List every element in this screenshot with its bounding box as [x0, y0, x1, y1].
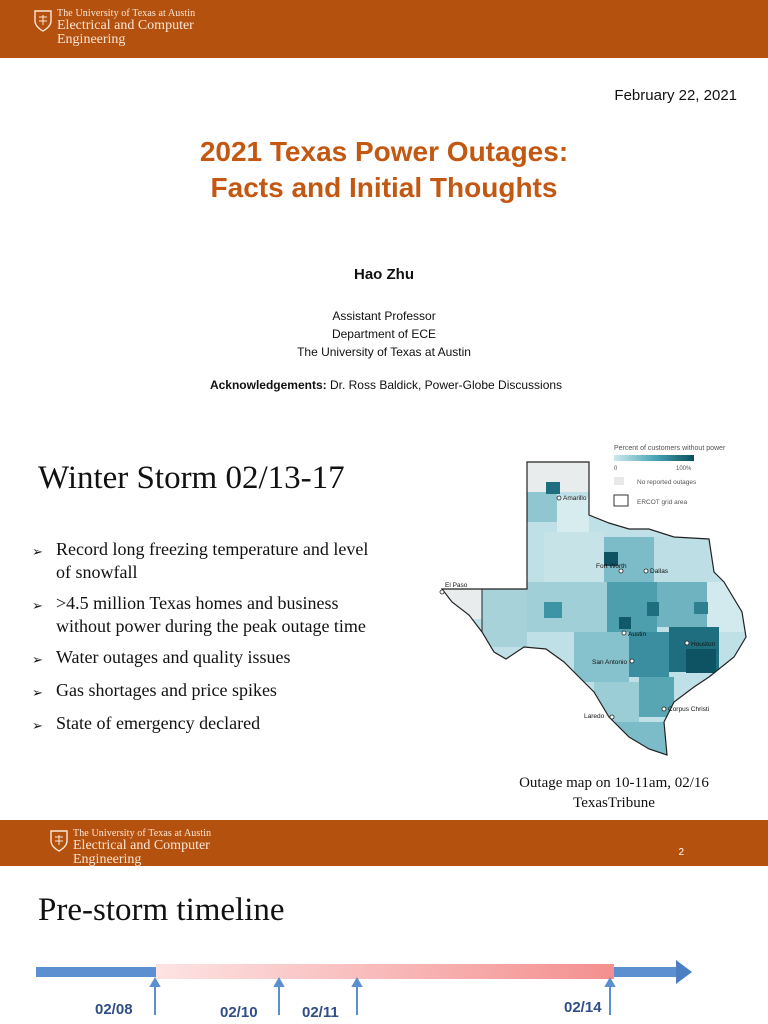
caption-line: Outage map on 10-11am, 02/16 — [519, 775, 709, 791]
bullet-item: ➢ >4.5 million Texas homes and business without power during the peak outage time — [32, 593, 366, 636]
department-name-2: Engineering — [57, 32, 126, 47]
author-affiliation — [0, 307, 768, 361]
city-label: Corpus Christi — [668, 706, 710, 713]
university-name: The University of Texas at Austin — [73, 828, 212, 839]
department-name: Electrical and Computer — [73, 838, 210, 853]
city-label: Fort Worth — [596, 563, 627, 570]
arrow-bullet-icon: ➢ — [32, 718, 43, 733]
timeline-bar-right — [614, 967, 676, 977]
up-arrow-icon — [275, 979, 283, 986]
arrow-bullet-icon: ➢ — [32, 652, 43, 667]
storm-title: Winter Storm 02/13-17 — [38, 460, 345, 496]
up-arrow-icon — [151, 979, 159, 986]
department-name: Electrical and Computer — [57, 18, 194, 33]
timeline-title: Pre-storm timeline — [38, 892, 285, 928]
slide-date: February 22, 2021 — [614, 87, 737, 104]
outage-map — [424, 437, 768, 767]
legend-gradient — [614, 455, 694, 461]
caption-source: TexasTribune — [573, 795, 655, 811]
bullet-item: ➢ Record long freezing temperature and level of snowfall — [32, 539, 369, 582]
title-line-1: 2021 Texas Power Outages: — [199, 136, 569, 167]
ut-logo — [33, 9, 195, 47]
legend-max: 100% — [676, 466, 692, 472]
up-arrow-icon — [353, 979, 361, 986]
ut-seal-icon — [49, 829, 69, 853]
timeline-date: 02/11 — [302, 1004, 339, 1021]
arrowhead-icon — [676, 960, 692, 984]
university-name: The University of Texas at Austin — [57, 8, 196, 19]
city-label: Laredo — [584, 713, 605, 720]
city-label: Austin — [628, 631, 647, 638]
city-label: El Paso — [445, 582, 468, 589]
legend-no-outage-swatch — [614, 477, 624, 485]
map-caption — [460, 773, 768, 813]
slide-title — [0, 134, 768, 206]
ut-seal-icon — [33, 9, 53, 33]
affiliation-line: Department of ECE — [331, 327, 437, 341]
legend-title: Percent of customers without power — [614, 445, 726, 452]
timeline-storm-span — [156, 964, 614, 979]
timeline-date: 02/14 — [564, 999, 602, 1016]
legend-ercot-swatch — [614, 495, 628, 506]
arrow-bullet-icon: ➢ — [32, 544, 43, 559]
page-number: 2 — [678, 847, 684, 858]
title-line-2: Facts and Initial Thoughts — [210, 172, 558, 203]
ack-label: Acknowledgements: — [209, 378, 327, 392]
bullet-item: ➢ State of emergency declared — [32, 712, 372, 737]
arrow-bullet-icon: ➢ — [32, 685, 43, 700]
city-label: Dallas — [650, 568, 669, 575]
acknowledgements — [0, 378, 768, 392]
arrow-bullet-icon: ➢ — [32, 598, 43, 613]
author-name: Hao Zhu — [354, 266, 414, 283]
city-label: Houston — [691, 641, 716, 648]
timeline-date: 02/08 — [95, 1001, 133, 1018]
bullet-item: ➢ Gas shortages and price spikes — [32, 679, 372, 704]
city-label: Amarillo — [563, 495, 587, 502]
ut-logo — [49, 829, 211, 867]
affiliation-line: Assistant Professor — [332, 309, 436, 323]
department-name-2: Engineering — [73, 852, 142, 867]
timeline-date: 02/10 — [220, 1004, 258, 1021]
storm-bullets — [32, 538, 372, 745]
ack-text: Dr. Ross Baldick, Power-Globe Discussions — [326, 378, 563, 392]
legend-ercot: ERCOT grid area — [637, 499, 688, 506]
up-arrow-icon — [606, 979, 614, 986]
legend-no-outage: No reported outages — [637, 479, 697, 486]
legend-min: 0 — [614, 466, 618, 472]
bullet-item: ➢ Water outages and quality issues — [32, 646, 372, 671]
city-label: San Antonio — [592, 659, 628, 666]
affiliation-line: The University of Texas at Austin — [297, 345, 471, 359]
timeline-bar-left — [36, 967, 156, 977]
